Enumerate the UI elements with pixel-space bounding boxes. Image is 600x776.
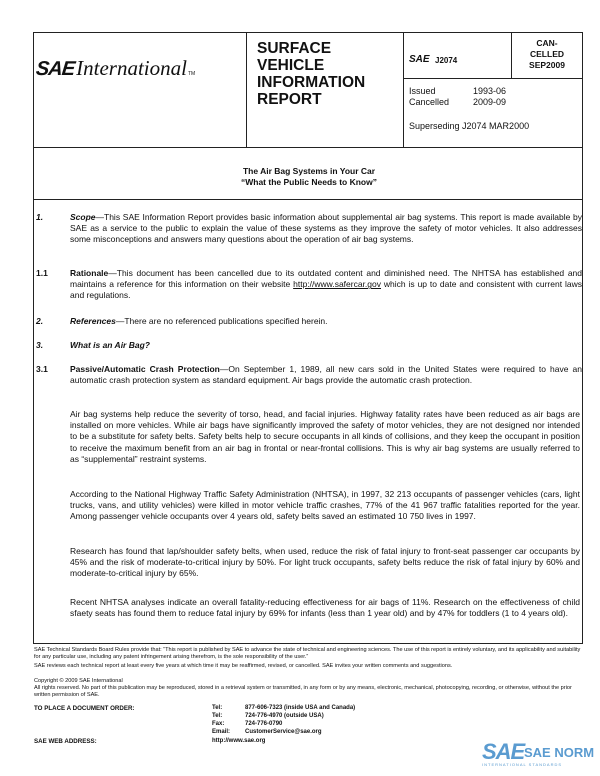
- issued-label: Issued: [409, 86, 436, 96]
- section-heading: What is an Air Bag?: [70, 340, 150, 350]
- header-divider-2: [403, 32, 404, 147]
- sae-international-logo: [36, 56, 195, 81]
- section-references: [36, 316, 582, 327]
- paragraph-air-bag-benefits: Air bag systems help reduce the severity of torso, head, and facial injuries. Highway fatality rates have been reduced as air bags are installed on more vehicles. While air bags have significantly improved the safety of motor vehicles, they are not designed nor intended to be a substitute for safety belts. Safety belts help to secure occupants in all kinds of collisions, and they keep the occupant in position to receive the maximum benefit from an air bag in frontal or near-frontal collisions. This is why air bag systems are usually referred to as “supplemental” restraint systems.: [70, 409, 580, 464]
- section-number: 1.: [36, 212, 44, 222]
- section-heading: Passive/Automatic Crash Protection: [70, 364, 220, 374]
- section-text: —On September 1, 1989, all new cars sold in the United States were required to have an automatic crash protection system as standard equipment. Air bags provide the automatic crash protection.: [70, 364, 583, 386]
- paragraph-effectiveness: Recent NHTSA analyses indicate an overall fatality-reducing effectiveness for air bags of 11%. Research on the effectiveness of child sfaety seats has found them to reduce fatal injury by 69% for infants (less than 1 year old) and by 47% for toddlers (1 to 4 years old).: [70, 597, 580, 619]
- contact-label-2: Tel:: [212, 713, 223, 719]
- norm-sae-mark: SAE: [482, 739, 525, 764]
- logo-trademark: TM: [187, 71, 196, 77]
- section-scope: [36, 212, 582, 246]
- norm-subtitle: INTERNATIONAL STANDARDS: [482, 762, 563, 767]
- report-type-line-2: VEHICLE: [257, 57, 325, 74]
- doc-title-line-2: “What the Public Needs to Know”: [240, 177, 377, 187]
- email-link[interactable]: CustomerService@sae.org: [245, 729, 322, 735]
- report-type-line-1: SURFACE: [257, 40, 332, 57]
- issued-value: 1993-06: [473, 86, 507, 96]
- doc-sae-logo: SAE: [409, 54, 430, 65]
- contact-label-1: Tel:: [212, 705, 223, 711]
- footer-review: SAE reviews each technical report at least every five years at which time it may be reaffirmed, revised, or cancelled. SAE invites your written comments and suggestions.: [34, 663, 453, 669]
- section-number: 3.: [36, 340, 44, 350]
- norm-text: SAE NORM: [524, 745, 595, 760]
- section-text: —This SAE Information Report provides basic information about supplemental air bag systems. This report is made available by SAE as a service to the public to explain the value of these systems as they improve the safety of motor vehicles. It also addresses some misconceptions and answers many questions about the operation of air bag systems.: [70, 212, 582, 245]
- section-number: 1.1: [36, 268, 48, 278]
- section-heading: Rationale: [70, 268, 109, 278]
- footer-rights: All rights reserved. No part of this publication may be reproduced, stored in a retrieval system or transmitted, in any form or by any means, electronic, mechanical, photocopying, recording, or otherwise, without the prior written permission of SAE.: [34, 685, 572, 698]
- status-line-2: CELLED: [530, 49, 564, 59]
- web-address-label: SAE WEB ADDRESS:: [34, 738, 97, 745]
- status-badge: [512, 38, 582, 71]
- report-type-line-4: REPORT: [257, 91, 322, 108]
- header-divider-h1: [403, 78, 583, 79]
- status-line-1: CAN-: [536, 38, 558, 48]
- footer-rules: SAE Technical Standards Board Rules provide that: “This report is published by SAE to advance the state of technical and engineering sciences. The use of this report is entirely voluntary, and its applicability and suitability for any particular use, including any patent infringement arising therefrom, is the sole responsibility of the user.”: [34, 647, 581, 660]
- contact-label-4: Email:: [212, 729, 231, 735]
- logo-sae-text: SAE: [34, 58, 76, 80]
- section-text: —This document has been cancelled due to its outdated content and diminished need. The NHTSA has established and maintains a reference for this information on their website: [70, 268, 582, 290]
- doc-number: J2074: [435, 56, 458, 65]
- logo-international-text: International: [76, 56, 187, 80]
- report-type: [257, 40, 365, 108]
- contact-value-1: 877-606-7323 (inside USA and Canada): [245, 705, 356, 711]
- section-passive-protection: [36, 364, 582, 386]
- title-bottom-line: [33, 199, 583, 200]
- contact-label-3: Fax:: [212, 721, 225, 727]
- header-bottom-line: [33, 147, 583, 148]
- order-label: TO PLACE A DOCUMENT ORDER:: [34, 705, 135, 712]
- section-heading: References: [70, 316, 116, 326]
- contact-value-2: 724-776-4970 (outside USA): [245, 713, 324, 719]
- cancelled-value: 2009-09: [473, 97, 507, 107]
- paragraph-nhtsa-statistics: According to the National Highway Traffic Safety Administration (NHTSA), in 1997, 32 213 occupants of passenger vehicles (cars, light trucks, vans, and utility vehicles) were killed in motor vehicle traffic crashes, 77% of the 41 967 traffic fatalities reported for the year. Among passenger vehicle occupants over 4 years old, safety belts saved an estimated 10 750 lives in 1997.: [70, 489, 580, 522]
- section-text-cont: which is up to date and consistent with current laws and regulations.: [70, 279, 582, 301]
- contact-value-3: 724-776-0790: [245, 721, 283, 727]
- section-text: —There are no referenced publications specified herein.: [115, 316, 328, 326]
- report-type-line-3: INFORMATION: [257, 74, 366, 91]
- section-rationale: [36, 268, 582, 302]
- paragraph-safety-belt-research: Research has found that lap/shoulder safety belts, when used, reduce the risk of fatal injury to front-seat passenger car occupants by 45% and the risk of moderate-to-critical injury by 50%. For light truck occupants, safety belts reduce the risk of fatal injury by 60% and moderate-to-critical injury by 65%.: [70, 546, 580, 579]
- section-number: 3.1: [36, 364, 48, 374]
- header-divider-1: [246, 32, 247, 147]
- section-heading: Scope: [70, 212, 96, 222]
- sae-norm-logo: [482, 739, 525, 764]
- status-line-3: SEP2009: [529, 60, 565, 70]
- section-number: 2.: [36, 316, 44, 326]
- footer-copyright: Copyright © 2009 SAE International: [34, 678, 123, 684]
- web-address-link[interactable]: http://www.sae.org: [212, 738, 266, 744]
- superseding: Superseding J2074 MAR2000: [409, 121, 530, 131]
- doc-title-line-1: The Air Bag Systems in Your Car: [242, 166, 376, 176]
- section-what-is-air-bag: [36, 340, 582, 351]
- cancelled-label: Cancelled: [409, 97, 450, 107]
- safercar-link[interactable]: http://www.safercar.gov: [293, 279, 381, 290]
